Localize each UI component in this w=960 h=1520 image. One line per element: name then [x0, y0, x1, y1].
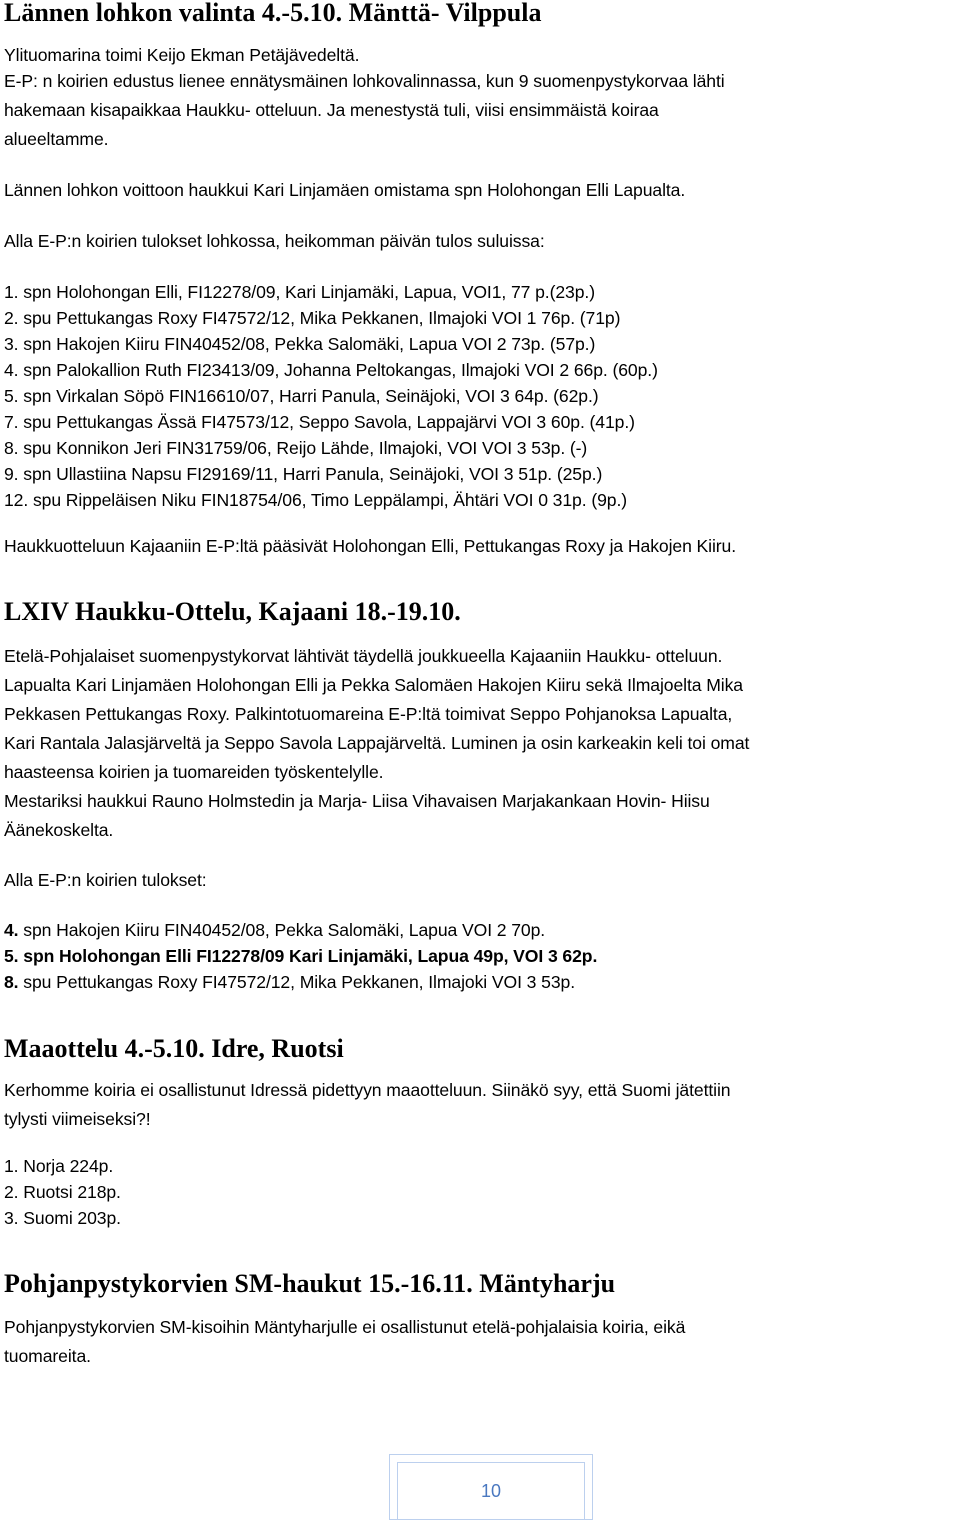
paragraph-tulokset-intro: Alla E-P:n koirien tulokset lohkossa, heikomman päivän tulos suluissa: — [4, 231, 545, 251]
text-line: tylysti viimeiseksi?! — [4, 1109, 151, 1129]
section-heading-haukku-ottelu: LXIV Haukku-Ottelu, Kajaani 18.-19.10. — [4, 597, 461, 626]
result-item: 8. spu Konnikon Jeri FIN31759/06, Reijo Lähde, Ilmajoki, VOI VOI 3 53p. (-) — [4, 438, 588, 458]
result-item — [4, 917, 597, 943]
text-line: Etelä-Pohjalaiset suomenpystykorvat lähtivät täydellä joukkueella Kajaaniin Haukku- otteluun. — [4, 646, 723, 666]
result-item: 5. spn Virkalan Söpö FIN16610/07, Harri Panula, Seinäjoki, VOI 3 64p. (62p.) — [4, 386, 599, 406]
paragraph-ylituomari: Ylituomarina toimi Keijo Ekman Petäjävedeltä. — [4, 45, 360, 65]
results-list-maaottelu — [4, 1153, 121, 1231]
result-item: 2. Ruotsi 218p. — [4, 1182, 121, 1202]
result-item: 3. spn Hakojen Kiiru FIN40452/08, Pekka Salomäki, Lapua VOI 2 73p. (57p.) — [4, 334, 596, 354]
paragraph-haukkuottelu: Haukkuotteluun Kajaaniin E-P:ltä pääsivät Holohongan Elli, Pettukangas Roxy ja Hakojen Kiiru. — [4, 536, 737, 556]
text-line: haasteensa koirien ja tuomareiden työskentelylle. — [4, 762, 384, 782]
result-rank: 5. — [4, 946, 19, 966]
text-line: Pohjanpystykorvien SM-kisoihin Mäntyharjulle ei osallistunut etelä-pohjalaisia koiria, eikä — [4, 1317, 686, 1337]
result-item: 7. spu Pettukangas Ässä FI47573/12, Seppo Savola, Lappajärvi VOI 3 60p. (41p.) — [4, 412, 635, 432]
result-item — [4, 943, 597, 969]
results-list-lohko — [4, 279, 658, 513]
text-line: Kari Rantala Jalasjärveltä ja Seppo Savola Lappajärveltä. Luminen ja osin karkeakin keli toi omat — [4, 733, 750, 753]
section-heading-sm-haukut: Pohjanpystykorvien SM-haukut 15.-16.11. Mäntyharju — [4, 1269, 616, 1298]
result-item: 1. spn Holohongan Elli, FI12278/09, Kari Linjamäki, Lapua, VOI1, 77 p.(23p.) — [4, 282, 595, 302]
result-text: spn Holohongan Elli FI12278/09 Kari Linjamäki, Lapua 49p, VOI 3 62p. — [18, 946, 598, 966]
paragraph-kajaani — [4, 642, 749, 845]
text-line: Pekkasen Pettukangas Roxy. Palkintotuomareina E-P:ltä toimivat Seppo Pohjanoksa Lapualta, — [4, 704, 733, 724]
result-item: 9. spn Ullastiina Napsu FI29169/11, Harri Panula, Seinäjoki, VOI 3 51p. (25p.) — [4, 464, 603, 484]
page-number: 10 — [397, 1462, 585, 1519]
text-line: Lapualta Kari Linjamäen Holohongan Elli ja Pekka Salomäen Hakojen Kiiru sekä Ilmajoelta Mika — [4, 675, 743, 695]
paragraph-edustus — [4, 67, 725, 154]
page-number-box — [389, 1454, 593, 1520]
result-item: 2. spu Pettukangas Roxy FI47572/12, Mika Pekkanen, Ilmajoki VOI 1 76p. (71p) — [4, 308, 621, 328]
result-item: 1. Norja 224p. — [4, 1156, 114, 1176]
result-text: spn Hakojen Kiiru FIN40452/08, Pekka Salomäki, Lapua VOI 2 70p. — [18, 920, 546, 940]
paragraph-voitto: Lännen lohkon voittoon haukkui Kari Linjamäen omistama spn Holohongan Elli Lapualta. — [4, 180, 686, 200]
paragraph-tulokset-intro: Alla E-P:n koirien tulokset: — [4, 870, 207, 890]
section-heading-lannen-lohko: Lännen lohkon valinta 4.-5.10. Mänttä- Vilppula — [4, 0, 542, 27]
result-item — [4, 969, 597, 995]
text-line: alueeltamme. — [4, 129, 109, 149]
text-line: Mestariksi haukkui Rauno Holmstedin ja Marja- Liisa Vihavaisen Marjakankaan Hovin- Hiisu — [4, 791, 710, 811]
text-line: Kerhomme koiria ei osallistunut Idressä pidettyyn maaotteluun. Siinäkö syy, että Suomi jätettiin — [4, 1080, 731, 1100]
result-item: 4. spn Palokallion Ruth FI23413/09, Johanna Peltokangas, Ilmajoki VOI 2 66p. (60p.) — [4, 360, 658, 380]
section-heading-maaottelu: Maaottelu 4.-5.10. Idre, Ruotsi — [4, 1034, 344, 1063]
results-list-haukku-ottelu — [4, 917, 597, 995]
paragraph-maaottelu — [4, 1076, 730, 1134]
text-line: tuomareita. — [4, 1346, 91, 1366]
result-rank: 4. — [4, 920, 19, 940]
text-line: hakemaan kisapaikkaa Haukku- otteluun. Ja menestystä tuli, viisi ensimmäistä koiraa — [4, 100, 659, 120]
text-line: E-P: n koirien edustus lienee ennätysmäinen lohkovalinnassa, kun 9 suomenpystykorvaa lähti — [4, 71, 725, 91]
result-text: spu Pettukangas Roxy FI47572/12, Mika Pekkanen, Ilmajoki VOI 3 53p. — [18, 972, 575, 992]
result-item: 3. Suomi 203p. — [4, 1208, 121, 1228]
paragraph-sm-haukut — [4, 1313, 685, 1371]
result-item: 12. spu Rippeläisen Niku FIN18754/06, Timo Leppälampi, Ähtäri VOI 0 31p. (9p.) — [4, 490, 627, 510]
text-line: Äänekoskelta. — [4, 820, 114, 840]
result-rank: 8. — [4, 972, 19, 992]
